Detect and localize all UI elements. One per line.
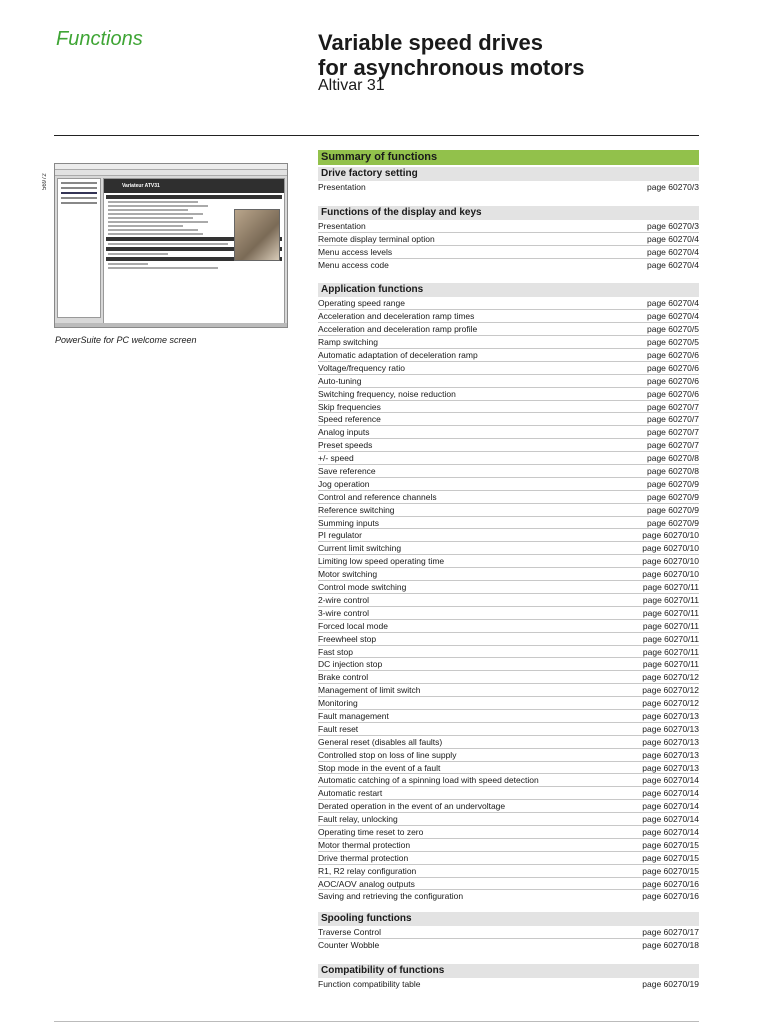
function-label: Drive thermal protection	[318, 852, 409, 863]
page-reference: page 60270/8	[647, 466, 699, 477]
figure-caption: PowerSuite for PC welcome screen	[55, 335, 197, 345]
function-row	[318, 787, 699, 800]
function-label: Remote display terminal option	[318, 233, 435, 244]
function-row	[318, 517, 699, 530]
thumb-tree-panel	[57, 178, 101, 318]
function-label: Preset speeds	[318, 440, 373, 451]
group-heading: Compatibility of functions	[318, 964, 699, 978]
function-row	[318, 671, 699, 684]
function-label: Controlled stop on loss of line supply	[318, 749, 457, 760]
function-row	[318, 633, 699, 646]
function-row	[318, 697, 699, 710]
page-reference: page 60270/13	[642, 723, 699, 734]
function-row	[318, 813, 699, 826]
page-reference: page 60270/12	[642, 685, 699, 696]
function-row	[318, 233, 699, 246]
function-label: Fault management	[318, 710, 389, 721]
function-row	[318, 297, 699, 310]
page-reference: page 60270/6	[647, 362, 699, 373]
function-row	[318, 181, 699, 194]
function-row	[318, 762, 699, 775]
function-label: Stop mode in the event of a fault	[318, 762, 441, 773]
function-label: Fast stop	[318, 646, 353, 657]
page-reference: page 60270/10	[642, 543, 699, 554]
function-row	[318, 749, 699, 762]
thumb-toolbar	[55, 170, 287, 176]
function-label: Automatic adaptation of deceleration ramp	[318, 350, 478, 361]
function-label: Summing inputs	[318, 517, 379, 528]
function-label: 2-wire control	[318, 594, 370, 605]
cat-photo	[234, 209, 280, 261]
page-reference: page 60270/13	[642, 710, 699, 721]
function-label: Menu access code	[318, 259, 389, 270]
thumb-content-panel	[103, 178, 285, 324]
function-label: Limiting low speed operating time	[318, 556, 445, 567]
page-reference: page 60270/5	[647, 337, 699, 348]
function-row	[318, 865, 699, 878]
function-label: Speed reference	[318, 414, 381, 425]
page-reference: page 60270/18	[642, 940, 699, 951]
page-reference: page 60270/6	[647, 350, 699, 361]
function-label: Motor thermal protection	[318, 839, 411, 850]
page-reference: page 60270/11	[642, 582, 699, 593]
page-reference: page 60270/5	[647, 324, 699, 335]
function-label: Automatic catching of a spinning load with speed detection	[318, 775, 539, 786]
function-label: Derated operation in the event of an undervoltage	[318, 801, 506, 812]
page-reference: page 60270/15	[642, 852, 699, 863]
title-line-2: for asynchronous motors	[318, 55, 585, 80]
summary-header: Summary of functions	[318, 150, 699, 165]
function-label: Analog inputs	[318, 427, 370, 438]
function-row	[318, 826, 699, 839]
page-reference: page 60270/14	[642, 814, 699, 825]
page-subtitle: Altivar 31	[318, 77, 385, 94]
page-title	[318, 30, 584, 80]
function-row	[318, 555, 699, 568]
function-row	[318, 388, 699, 401]
function-label: Presentation	[318, 220, 366, 231]
section-label: Functions	[56, 28, 143, 50]
function-label: Fault relay, unlocking	[318, 814, 398, 825]
function-row	[318, 800, 699, 813]
function-row	[318, 736, 699, 749]
page-reference: page 60270/9	[647, 478, 699, 489]
function-label: Operating time reset to zero	[318, 826, 424, 837]
page-reference: page 60270/11	[642, 646, 699, 657]
function-label: Automatic restart	[318, 788, 383, 799]
function-row	[318, 926, 699, 939]
function-label: General reset (disables all faults)	[318, 736, 443, 747]
function-row	[318, 413, 699, 426]
group-heading: Application functions	[318, 283, 699, 297]
function-row	[318, 594, 699, 607]
function-row	[318, 220, 699, 233]
function-row	[318, 362, 699, 375]
function-label: Management of limit switch	[318, 685, 421, 696]
page-reference: page 60270/7	[647, 414, 699, 425]
page-reference: page 60270/10	[642, 556, 699, 567]
page-reference: page 60270/11	[642, 633, 699, 644]
summary-groups	[318, 167, 699, 991]
function-row	[318, 259, 699, 272]
page-reference: page 60270/4	[647, 233, 699, 244]
function-label: Skip frequencies	[318, 401, 381, 412]
function-label: Menu access levels	[318, 246, 393, 257]
function-label: AOC/AOV analog outputs	[318, 878, 415, 889]
group-heading: Drive factory setting	[318, 167, 699, 181]
function-label: Current limit switching	[318, 543, 402, 554]
page-reference: page 60270/12	[642, 672, 699, 683]
function-row	[318, 890, 699, 903]
function-label: 3-wire control	[318, 607, 370, 618]
page-reference: page 60270/4	[647, 311, 699, 322]
function-label: Ramp switching	[318, 337, 378, 348]
page-reference: page 60270/15	[642, 839, 699, 850]
page-reference: page 60270/3	[647, 182, 699, 192]
page-reference: page 60270/16	[642, 891, 699, 902]
function-label: Control and reference channels	[318, 491, 437, 502]
page-reference: page 60270/9	[647, 491, 699, 502]
page-reference: page 60270/19	[642, 979, 699, 990]
function-label: R1, R2 relay configuration	[318, 865, 417, 876]
function-row	[318, 246, 699, 259]
function-label: PI regulator	[318, 530, 362, 541]
function-label: Motor switching	[318, 569, 378, 580]
page-reference: page 60270/10	[642, 530, 699, 541]
function-row	[318, 504, 699, 517]
function-group	[318, 964, 699, 991]
function-label: Reference switching	[318, 504, 395, 515]
figure-ref-code: 56972	[42, 173, 48, 190]
page-reference: page 60270/14	[642, 788, 699, 799]
function-row	[318, 452, 699, 465]
group-heading: Functions of the display and keys	[318, 206, 699, 220]
page-reference: page 60270/11	[642, 620, 699, 631]
function-label: Function compatibility table	[318, 979, 421, 990]
page-reference: page 60270/14	[642, 826, 699, 837]
page-reference: page 60270/6	[647, 388, 699, 399]
function-label: Save reference	[318, 466, 376, 477]
function-label: Traverse Control	[318, 927, 381, 938]
function-label: Brake control	[318, 672, 369, 683]
function-label: Monitoring	[318, 698, 358, 709]
footer-divider	[54, 1021, 699, 1022]
function-row	[318, 478, 699, 491]
page-reference: page 60270/11	[642, 607, 699, 618]
thumb-banner: Variateur ATV31	[104, 179, 284, 193]
function-label: Control mode switching	[318, 582, 407, 593]
function-row	[318, 774, 699, 787]
function-row	[318, 939, 699, 952]
function-row	[318, 323, 699, 336]
page-reference: page 60270/6	[647, 375, 699, 386]
function-label: Acceleration and deceleration ramp times	[318, 311, 475, 322]
function-row	[318, 878, 699, 891]
page-reference: page 60270/12	[642, 698, 699, 709]
function-row	[318, 310, 699, 323]
function-label: Forced local mode	[318, 620, 388, 631]
function-row	[318, 529, 699, 542]
title-line-1: Variable speed drives	[318, 30, 544, 55]
function-row	[318, 646, 699, 659]
function-row	[318, 839, 699, 852]
function-row	[318, 401, 699, 414]
page-reference: page 60270/14	[642, 775, 699, 786]
function-row	[318, 684, 699, 697]
page-reference: page 60270/9	[647, 517, 699, 528]
function-label: Auto-tuning	[318, 375, 362, 386]
function-row	[318, 658, 699, 671]
function-label: +/- speed	[318, 453, 354, 464]
function-row	[318, 491, 699, 504]
page-reference: page 60270/3	[647, 220, 699, 231]
page-reference: page 60270/7	[647, 401, 699, 412]
function-label: Presentation	[318, 182, 366, 192]
function-label: Operating speed range	[318, 298, 405, 309]
function-row	[318, 723, 699, 736]
function-label: Switching frequency, noise reduction	[318, 388, 456, 399]
page-reference: page 60270/4	[647, 259, 699, 270]
group-heading: Spooling functions	[318, 912, 699, 926]
page-reference: page 60270/10	[642, 569, 699, 580]
summary-of-functions	[318, 150, 699, 1000]
function-row	[318, 426, 699, 439]
function-label: Saving and retrieving the configuration	[318, 891, 464, 902]
function-row	[318, 607, 699, 620]
function-row	[318, 375, 699, 388]
function-row	[318, 978, 699, 991]
function-label: Acceleration and deceleration ramp profile	[318, 324, 478, 335]
function-group	[318, 283, 699, 903]
function-row	[318, 568, 699, 581]
page-reference: page 60270/4	[647, 298, 699, 309]
function-row	[318, 581, 699, 594]
page-reference: page 60270/13	[642, 762, 699, 773]
function-label: DC injection stop	[318, 659, 383, 670]
function-row	[318, 852, 699, 865]
function-label: Voltage/frequency ratio	[318, 362, 405, 373]
page-reference: page 60270/16	[642, 878, 699, 889]
function-label: Jog operation	[318, 478, 370, 489]
page-reference: page 60270/7	[647, 440, 699, 451]
page-reference: page 60270/13	[642, 736, 699, 747]
function-row	[318, 465, 699, 478]
function-row	[318, 349, 699, 362]
function-group	[318, 912, 699, 952]
page-reference: page 60270/9	[647, 504, 699, 515]
page-reference: page 60270/11	[642, 594, 699, 605]
function-row	[318, 542, 699, 555]
page-reference: page 60270/17	[642, 927, 699, 938]
function-row	[318, 439, 699, 452]
function-label: Fault reset	[318, 723, 359, 734]
powersuite-screenshot	[54, 163, 288, 328]
page-reference: page 60270/11	[642, 659, 699, 670]
page-reference: page 60270/8	[647, 453, 699, 464]
header-divider	[54, 135, 699, 136]
function-label: Counter Wobble	[318, 940, 380, 951]
function-label: Freewheel stop	[318, 633, 377, 644]
function-row	[318, 620, 699, 633]
function-group	[318, 167, 699, 194]
page-reference: page 60270/13	[642, 749, 699, 760]
page-reference: page 60270/7	[647, 427, 699, 438]
function-group	[318, 206, 699, 272]
function-row	[318, 710, 699, 723]
page-reference: page 60270/4	[647, 246, 699, 257]
page-reference: page 60270/15	[642, 865, 699, 876]
function-row	[318, 336, 699, 349]
page-reference: page 60270/14	[642, 801, 699, 812]
